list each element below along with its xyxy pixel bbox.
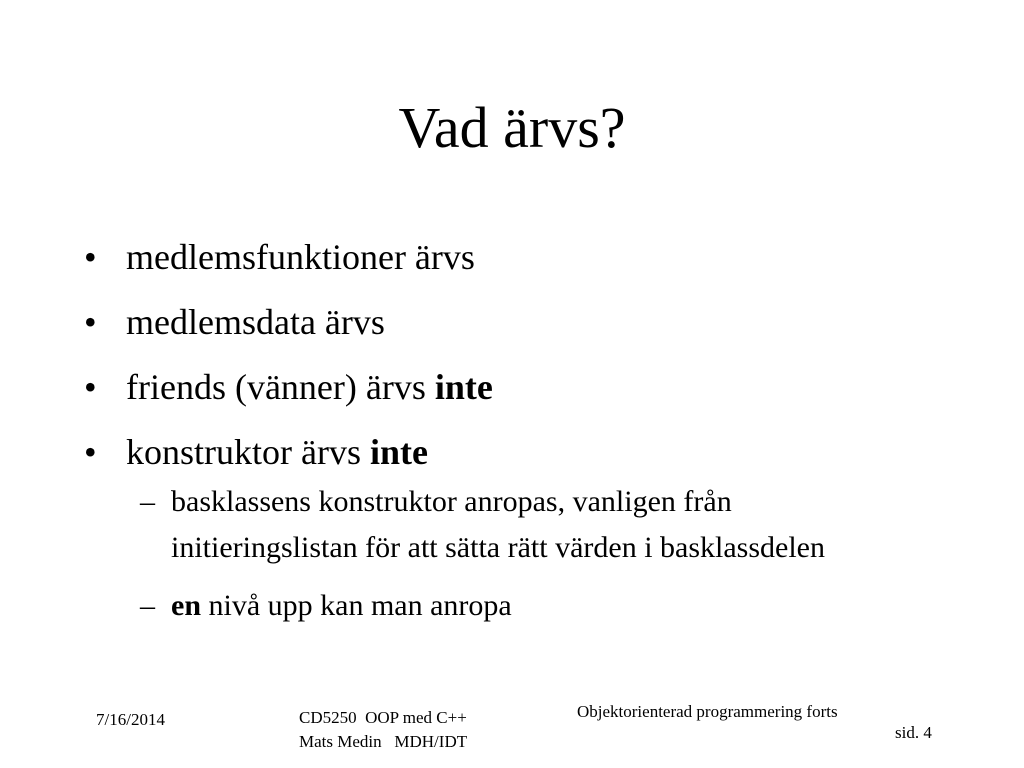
bullet-marker: • bbox=[84, 302, 97, 342]
bullet-bold-text: inte bbox=[434, 367, 493, 407]
bullet-item bbox=[84, 298, 964, 346]
slide-title: Vad ärvs? bbox=[398, 95, 626, 160]
subbullet-marker: – bbox=[140, 589, 155, 622]
subbullet-group bbox=[126, 479, 886, 629]
subbullet-bold-text: en bbox=[171, 589, 201, 622]
footer-course-line: CD5250 OOP med C++ bbox=[299, 708, 467, 727]
footer-topic: Objektorienterad programmering forts bbox=[577, 702, 838, 721]
bullet-text: medlemsfunktioner ärvs bbox=[126, 237, 475, 277]
bullet-marker: • bbox=[84, 367, 97, 407]
footer-course bbox=[299, 706, 467, 754]
subbullet-marker: – bbox=[140, 485, 155, 518]
bullet-item bbox=[84, 363, 964, 411]
bullet-text: konstruktor ärvs bbox=[126, 432, 370, 472]
bullet-list bbox=[84, 233, 964, 641]
bullet-item bbox=[84, 428, 964, 476]
subbullet-list bbox=[126, 479, 886, 629]
subbullet-text: basklassens konstruktor anropas, vanligen från initieringslistan för att sätta rätt värden i basklassdelen bbox=[171, 485, 825, 564]
bullet-marker: • bbox=[84, 432, 97, 472]
bullet-item bbox=[84, 233, 964, 281]
footer-author-line: Mats Medin MDH/IDT bbox=[299, 732, 468, 751]
footer-date: 7/16/2014 bbox=[96, 710, 165, 729]
bullet-text: medlemsdata ärvs bbox=[126, 302, 385, 342]
subbullet-text: nivå upp kan man anropa bbox=[201, 589, 512, 622]
bullet-marker: • bbox=[84, 237, 97, 277]
bullet-bold-text: inte bbox=[369, 432, 428, 472]
subbullet-item bbox=[126, 583, 886, 629]
subbullet-item bbox=[126, 479, 886, 571]
page-number: sid. 4 bbox=[895, 723, 932, 742]
bullet-text: friends (vänner) ärvs bbox=[126, 367, 435, 407]
